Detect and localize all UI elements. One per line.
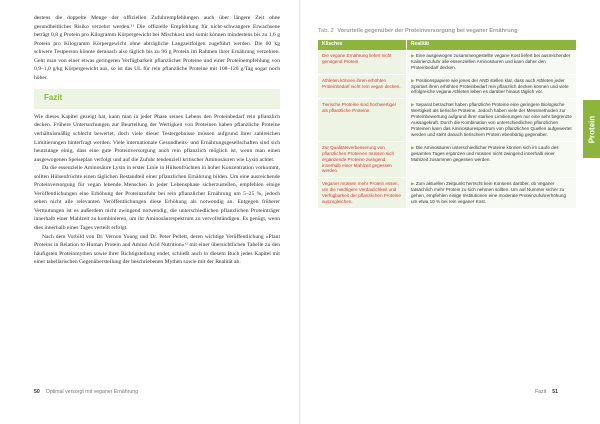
realitaet-cell (407, 74, 577, 99)
realitaet-text: Die Aminosäuren unterschiedlicher Proteine können sich im Laufe des gesamten Tages ergänzen und müssen nicht zwingend innerhalb einer Mahlzeit zusammen gegessen werden. (411, 144, 559, 162)
realitaet-cell (407, 141, 577, 178)
table-row (318, 178, 576, 208)
table-caption-number: Tab. 2 (318, 28, 334, 34)
fazit-paragraph-2: Da die essenzielle Aminosäure Lysin in erster Linie in Hülsenfrüchten in hoher Konzentration vorkommt, sollten Hülsenfrüchte einen täglichen Bestandteil einer pflanzlichen Ernährung bilden. Um eine ausreichende Proteinversorgung für vegan lebende Menschen in jeder Lebensphase sicherzustellen, empfehlen einige Veröffentlichungen eine Erhöhung der Proteinzufuhr bei rein pflanzlicher Ernährung um 5–25 %, jedoch sehen nicht alle relevanten Veröffentlichungen diese Erhöhung als notwendig an. Entgegen früherer Vermutungen ist es außerdem nicht zwingend notwendig, die unterschiedlichen pflanzlichen Proteinträger innerhalb einer Mahlzeit zu kombinieren, um ihr Aminosäurespektrum zu vervollständigen. Es genügt, wenn dies innerhalb eines Tages verteilt erfolgt. (34, 165, 280, 232)
column-header-klischee: Klischee (318, 40, 407, 50)
right-page-number: 51 (552, 389, 559, 395)
table-row (318, 50, 576, 74)
left-body-text (34, 14, 280, 267)
table-row (318, 141, 576, 178)
fazit-heading: Fazit (44, 93, 63, 103)
klischee-cell: Zur Qualitätsverbesserung von pflanzlichen Proteinen müssen sich ergänzende Proteine zwingend innerhalb einer Mahlzeit gegessen werden. (318, 141, 407, 178)
realitaet-cell (407, 50, 577, 74)
left-page-number: 50 (34, 389, 40, 395)
realitaet-text: Zum aktuellen Zeitpunkt herrscht kein Konsens darüber, ob Veganer tatsächlich mehr Protein zu sich nehmen sollten. Um auf Nummer sicher zu gehen, empfehlen einige Institutionen eine moderate Proteinzufuhrerhöhung um etwa 10 % bei rein veganer Kost. (411, 181, 567, 205)
chapter-tab-protein (583, 100, 600, 158)
triangle-bullet-icon: ▶ (411, 77, 416, 83)
triangle-bullet-icon: ▶ (411, 52, 416, 58)
left-running-title: Optimal versorgt mit veganer Ernährung (45, 389, 139, 395)
fazit-paragraph-3: Nach dem Vorbild von Dr. Vernon Young und Dr. Peter Pellett, deren wichtige Veröffentlichung »Plant Proteins in Relation to Human Protein and Amino Acid Nutrition«¹² mit einer übersichtlichen Tabelle zu den häufigsten Proteinmythen sowie ihrer Richtigstellung endet, schließt auch in diesem Buch jedes Kapitel mit einer tabellarischen Gegenüberstellung der beschriebenen Mythen sowie mit der Realität ab. (34, 233, 280, 266)
triangle-bullet-icon: ▶ (411, 102, 416, 108)
realitaet-cell (407, 99, 577, 141)
myth-reality-table (318, 40, 576, 208)
fazit-paragraph-1: Wie dieses Kapitel gezeigt hat, kann man in jeder Phase seines Lebens den Proteinbedarf rein pflanzlich decken. Frühere Untersuchungen zur Beurteilung der Wertigkeit von Proteinen haben pflanzliche Proteine verhältnismäßig schlecht bewertet, doch viele dieser Testergebnisse müssen aufgrund ihrer zahlreichen Limitierungen hinterfragt werden. Viele internationale Gesundheits- und Ernährungsgesellschaften sind sich heutzutage einig, dass eine gute Proteinversorgung auch rein pflanzlich möglich ist, wenn man einen ausgewogenen Speiseplan verfolgt und auf die Zufuhr tendenziell kritischer Aminosäuren wie Lysin achtet. (34, 113, 280, 163)
klischee-cell: Die vegane Ernährung liefert nicht genügend Protein. (318, 50, 407, 74)
klischee-cell: Veganer müssen mehr Protein essen, um die niedrigere Verdaulichkeit und Verfügbarkeit der pflanzlichen Proteine auszugleichen. (318, 178, 407, 208)
left-footer (34, 389, 138, 395)
realitaet-text: Separat betrachtet haben pflanzliche Proteine eine geringere Biologische Wertigkeit als tierische Proteine. Jedoch haben viele der Messmethoden zur Proteinbewertung aufgrund ihrer starken Limitierungen nur eine sehr begrenzte Aussagekraft. Durch die Kombination von unterschiedlichen pflanzlichen Proteinen kann das Aminosäurespektrum von pflanzlichen Quellen aufgewertet werden und steht danach tierischem Protein ebenbürtig gegenüber. (411, 102, 572, 137)
table-caption-text: Vorurteile gegenüber der Proteinversorgung bei veganer Ernährung (337, 28, 518, 34)
chapter-tab-label: Protein (587, 115, 596, 143)
table-caption (318, 28, 518, 34)
right-running-title: Fazit (535, 389, 547, 395)
triangle-bullet-icon: ▶ (411, 144, 416, 150)
realitaet-cell (407, 178, 577, 208)
realitaet-text: Eine ausgewogen zusammengestellte vegane Kost liefert bei ausreichender Kalorienzufuhr alle essenziellen Aminosäuren und kann daher den Proteinbedarf decken. (411, 52, 571, 70)
right-footer (535, 389, 558, 395)
realitaet-text: Positionspapiere wie jenes der AND stellen klar, dass auch Athleten jeder Sportart ihren erhöhten Proteinbedarf rein pflanzlich decken können und viele erfolgreiche vegane Athleten leben es darüber hinaus täglich vor. (411, 77, 569, 95)
paragraph-intro: destens die doppelte Menge der offiziellen Zufuhrempfehlungen auch über längere Zeit ohne gesundheitliches Risiko verzehrt werden.¹¹ Die offizielle Empfehlung für nicht-schwangere Erwachsene beträgt 0,8 g Protein pro Kilogramm Körpergewicht bei Mischkost und somit können mindestens bis zu 1,6 g Protein pro Kilogramm Körpergewicht ohne abträgliche Langzeitfolgen zugeführt werden. Die 60 kg schwere Testperson könnte demnach also täglich bis zu 96 g Protein im Rahmen ihrer Ernährung verzehren. Geht man von einer etwas geringeren Verfügbarkeit pflanzlicher Proteine und einer Proteinempfehlung von 0,9–1,0 g/kg Körpergewicht aus, so ist das UL für rein pflanzliche Proteine mit 108–120 g/Tag sogar noch höher. (34, 15, 280, 81)
klischee-cell: Athleten können ihren erhöhten Proteinbedarf nicht rein vegan decken. (318, 74, 407, 99)
column-header-realitaet: Realität (407, 40, 577, 50)
table-row (318, 99, 576, 141)
right-page (300, 0, 600, 424)
triangle-bullet-icon: ▶ (411, 181, 416, 187)
fazit-box (34, 89, 280, 109)
table-row (318, 74, 576, 99)
klischee-cell: Tierische Proteine sind hochwertiger als pflanzliche Proteine. (318, 99, 407, 141)
